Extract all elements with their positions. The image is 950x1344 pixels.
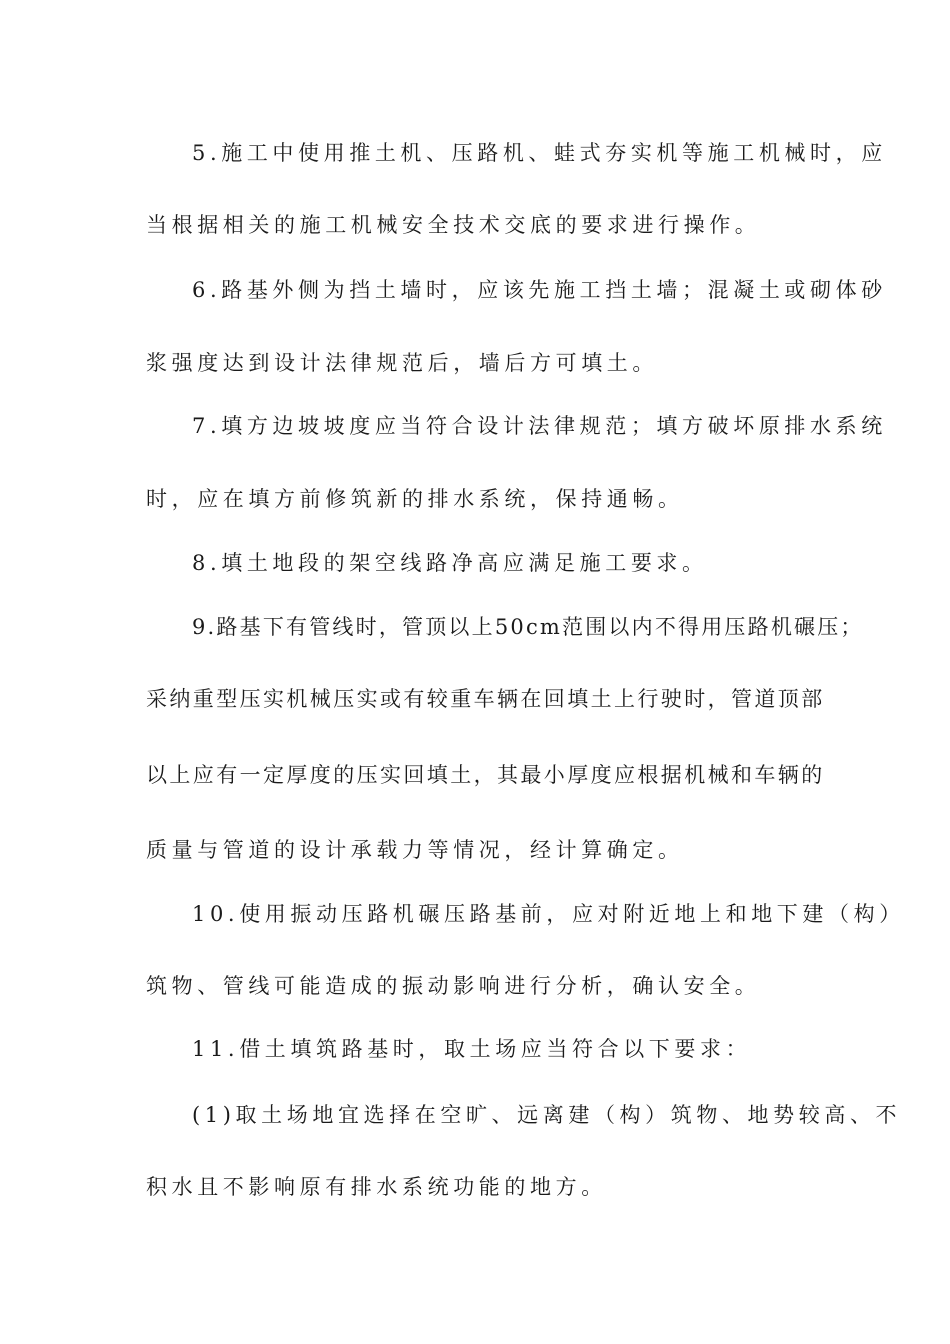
text-line: 8.填土地段的架空线路净高应满足施工要求。 bbox=[192, 551, 708, 575]
text-line: 6.路基外侧为挡土墙时，应该先施工挡土墙；混凝土或砌体砂 bbox=[192, 278, 887, 302]
text-line: 积水且不影响原有排水系统功能的地方。 bbox=[146, 1175, 607, 1199]
text-line: (1)取土场地宜选择在空旷、远离建（构）筑物、地势较高、不 bbox=[192, 1103, 902, 1127]
text-line: 采纳重型压实机械压实或有较重车辆在回填土上行驶时，管道顶部 bbox=[146, 687, 825, 711]
text-line: 当根据相关的施工机械安全技术交底的要求进行操作。 bbox=[146, 213, 761, 237]
text-line: 11.借土填筑路基时，取土场应当符合以下要求： bbox=[192, 1037, 752, 1061]
text-line: 7.填方边坡坡度应当符合设计法律规范；填方破坏原排水系统 bbox=[192, 414, 887, 438]
text-line: 以上应有一定厚度的压实回填土，其最小厚度应根据机械和车辆的 bbox=[146, 763, 825, 787]
text-line: 5.施工中使用推土机、压路机、蛙式夯实机等施工机械时，应 bbox=[192, 141, 887, 165]
text-line: 9.路基下有管线时，管顶以上50cm范围以内不得用压路机碾压； bbox=[192, 615, 864, 639]
text-line: 筑物、管线可能造成的振动影响进行分析，确认安全。 bbox=[146, 974, 761, 998]
text-line: 质量与管道的设计承载力等情况，经计算确定。 bbox=[146, 838, 684, 862]
text-line: 时，应在填方前修筑新的排水系统，保持通畅。 bbox=[146, 487, 684, 511]
text-line: 10.使用振动压路机碾压路基前，应对附近地上和地下建（构） bbox=[192, 902, 905, 926]
text-line: 浆强度达到设计法律规范后，墙后方可填土。 bbox=[146, 351, 658, 375]
